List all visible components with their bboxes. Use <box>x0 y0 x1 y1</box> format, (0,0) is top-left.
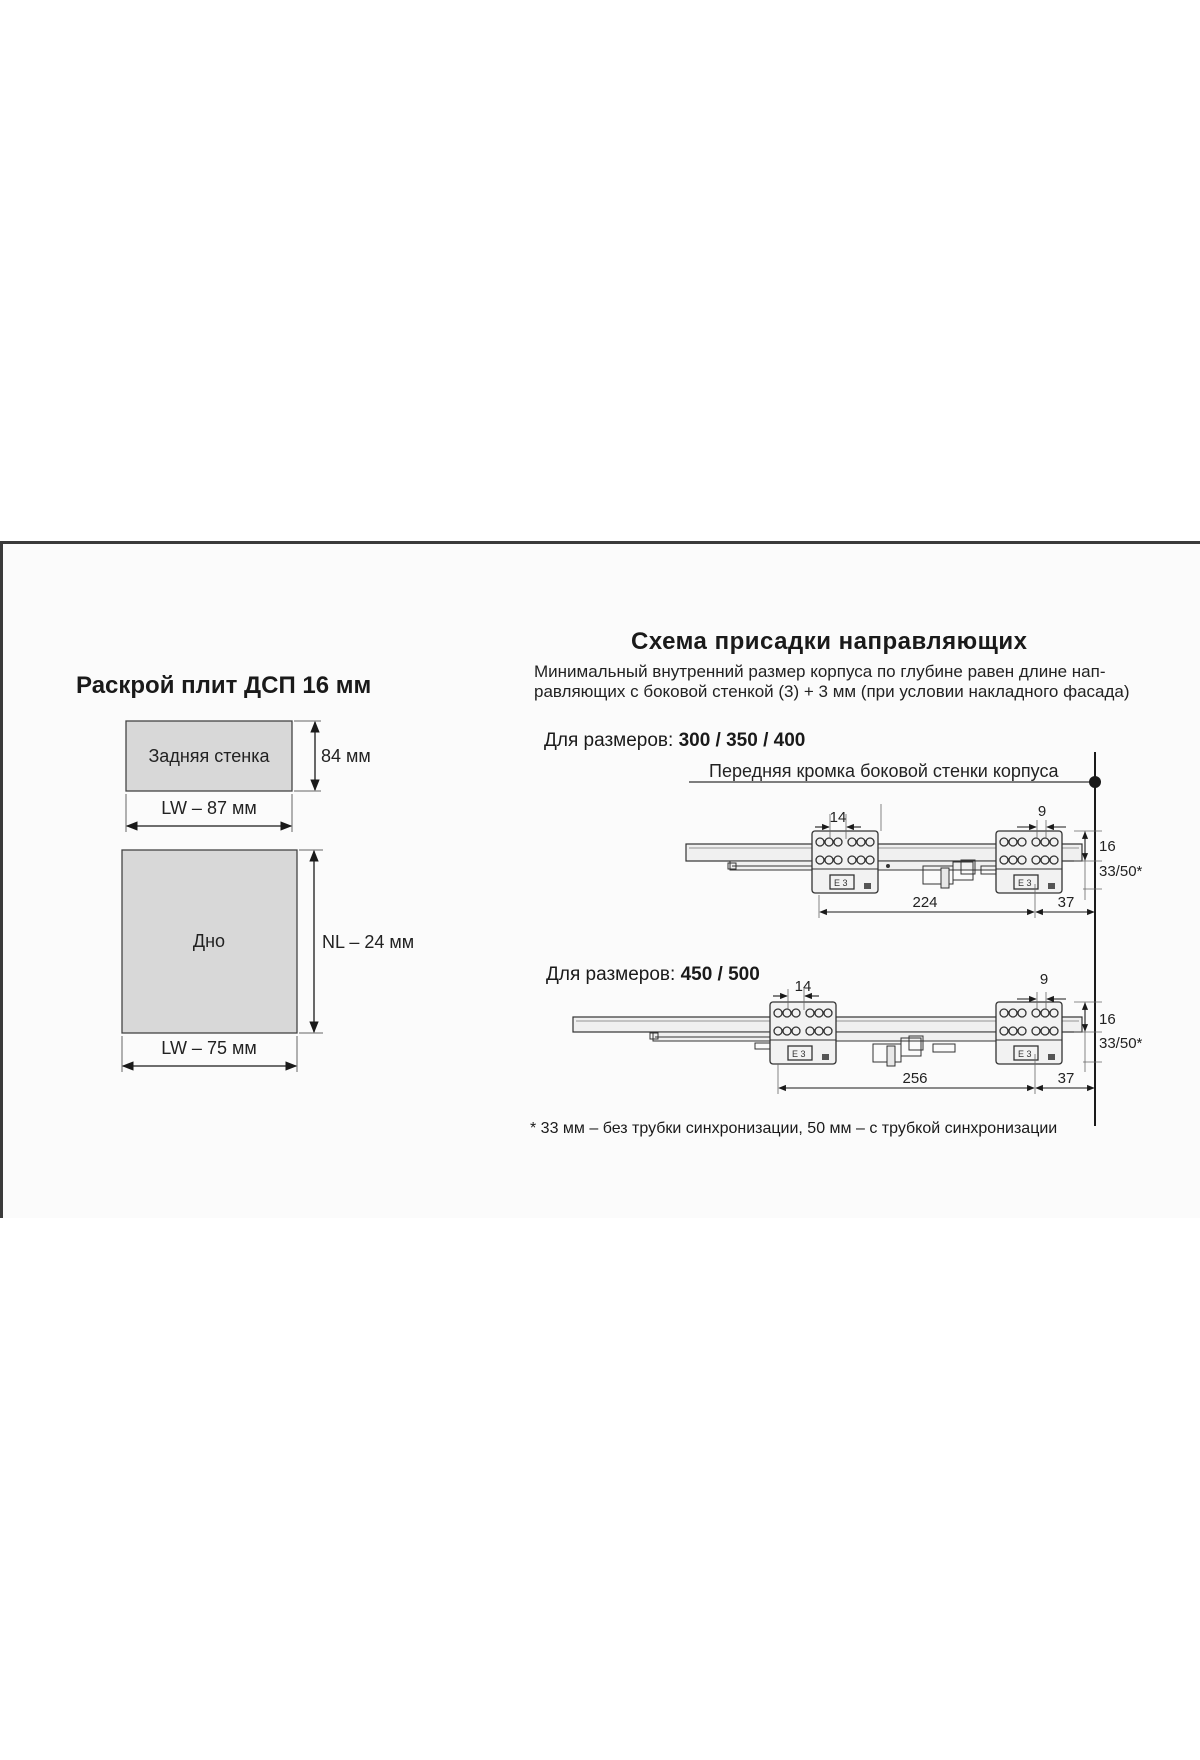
dim-16-label-2: 16 <box>1099 1011 1116 1028</box>
dim-span-label-1: 224 <box>912 894 938 911</box>
dim-37-label-1: 37 <box>1057 894 1075 911</box>
dim-14-label-1: 14 <box>829 809 847 826</box>
dim-33-50-label-2: 33/50* <box>1099 1035 1143 1052</box>
footnote: * 33 мм – без трубки синхронизации, 50 мм – с трубкой синхронизации <box>530 1120 1058 1137</box>
drilling-diagram: E 3 Передняя кромка боковой стенки корпуса 14 9 16 33/50* 224 37 14 9 16 33/50* 256 37 <box>3 544 1200 1218</box>
dim-9-label-1: 9 <box>1037 803 1047 820</box>
dim-37-label-2: 37 <box>1057 1070 1075 1087</box>
dim-span-label-2: 256 <box>902 1070 928 1087</box>
front-edge-dot <box>1089 776 1101 788</box>
bottom-label: Дно <box>192 931 226 951</box>
dim-33-50-label-1: 33/50* <box>1099 863 1143 880</box>
description-line-1: Минимальный внутренний размер корпуса по глубине равен длине нап- <box>534 662 1106 681</box>
rail-diagram-1 <box>686 803 1143 918</box>
drawing-panel <box>0 541 1200 1218</box>
sizes-value-2: 450 / 500 <box>680 964 760 985</box>
rail-diagram-2 <box>573 971 1143 1094</box>
description-line-2: равляющих с боковой стенкой (3) + 3 мм (при условии накладного фасада) <box>534 682 1130 701</box>
sizes-prefix-1: Для размеров: <box>544 730 674 751</box>
back-wall-width-label: LW – 87 мм <box>161 798 257 818</box>
dim-16-label-1: 16 <box>1099 838 1116 855</box>
bottom-width-label: LW – 75 мм <box>161 1038 257 1058</box>
sizes-value-1: 300 / 350 / 400 <box>678 730 806 751</box>
drilling-title: Схема присадки направляющих <box>631 628 1028 655</box>
back-wall-label: Задняя стенка <box>148 746 270 766</box>
front-edge-label: Передняя кромка боковой стенки корпуса <box>709 761 1059 781</box>
sizes-prefix-2: Для размеров: <box>546 964 676 985</box>
bottom-height-label: NL – 24 мм <box>322 932 415 952</box>
dim-9-label-2: 9 <box>1039 971 1049 988</box>
dim-14-label-2: 14 <box>794 978 812 995</box>
cutting-title: Раскрой плит ДСП 16 мм <box>76 672 372 699</box>
back-wall-height-label: 84 мм <box>321 746 371 766</box>
